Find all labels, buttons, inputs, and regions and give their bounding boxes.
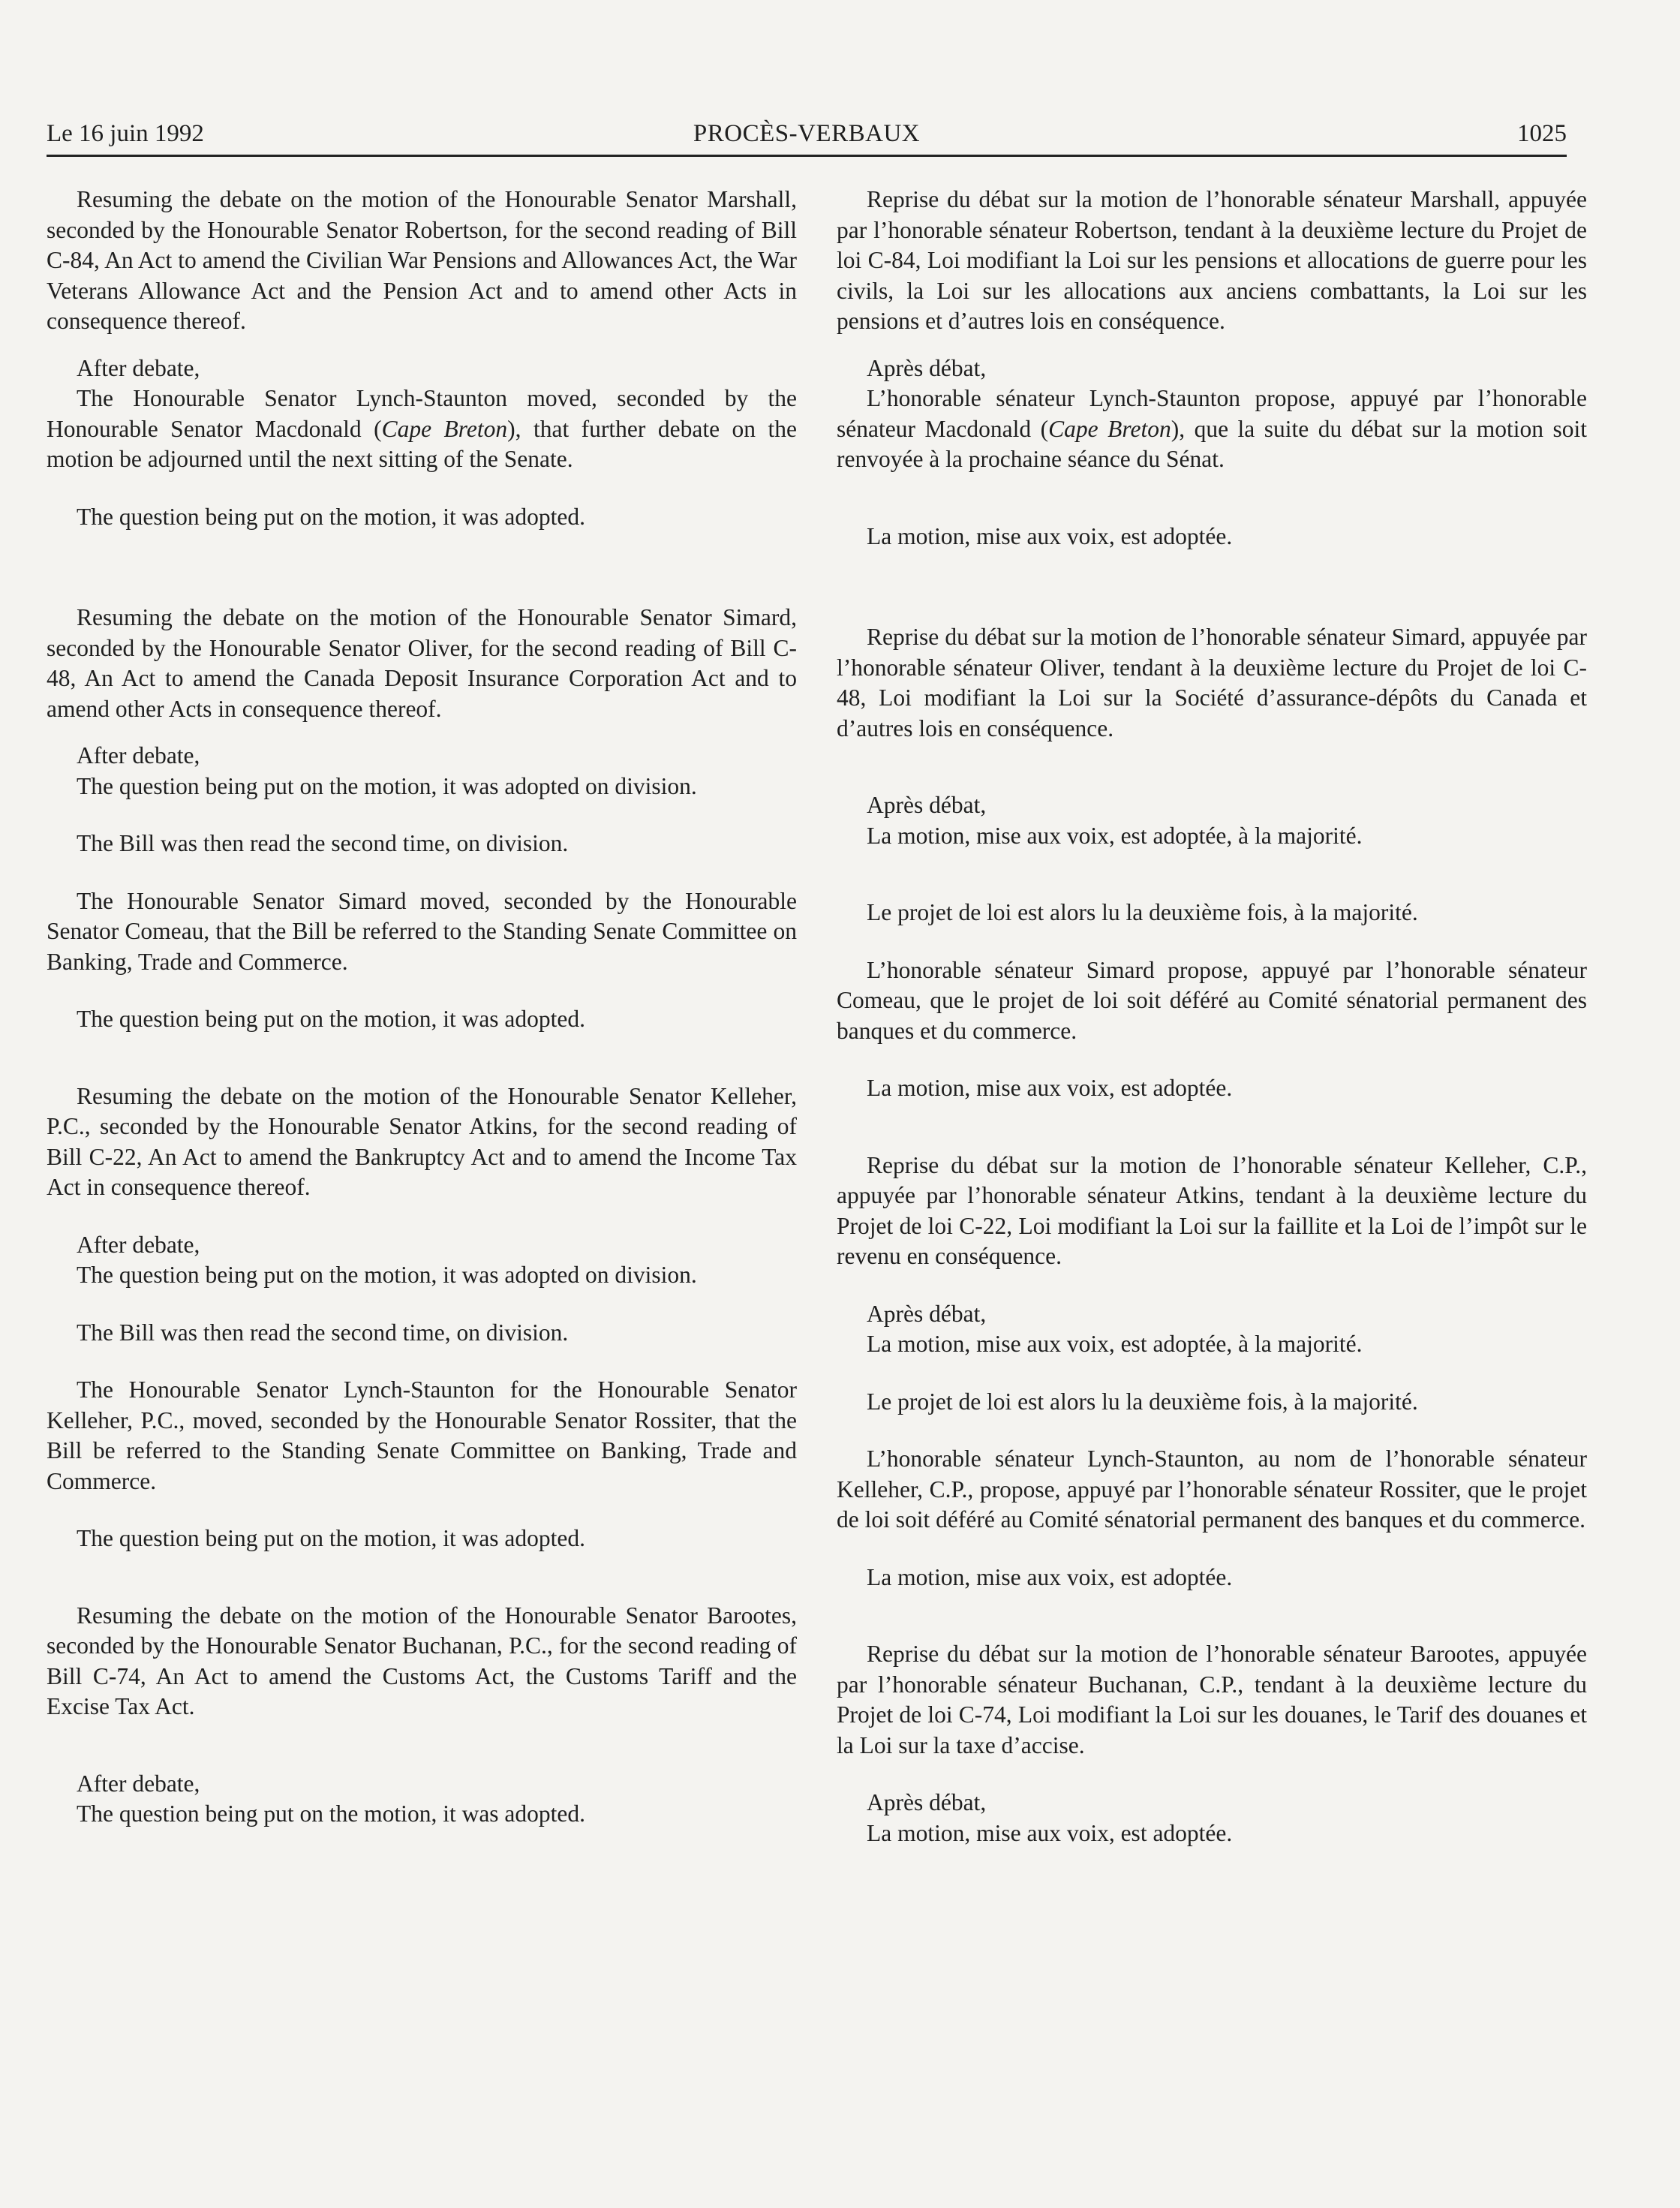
fr-deuxieme-lecture-majorite: Le projet de loi est alors lu la deuxième fois, à la majorité. — [867, 899, 1418, 925]
fr-reprise-debat-c84: Reprise du débat sur la motion de l’honorable sénateur Marshall, appuyée par l’honorable sénateur Robertson, tendant à la deuxième lecture du Projet de loi C-84, Loi modifiant la Loi sur les pensions et allocations de guerre pour les civils, la Loi sur les allocations aux anciens combattants, la Loi sur les pensions et d’autres lois en conséquence. — [837, 186, 1587, 334]
en-question-adopted: The question being put on the motion, it was adopted. — [77, 1525, 586, 1551]
en-adjourn-motion: The Honourable Senator Lynch-Staunton moved, seconded by the Honourable Senator Macdonald (Cape Breton), that further debate on the motion be adjourned until the next sitting of the Senate. — [47, 385, 797, 472]
en-question-adopted: The question being put on the motion, it was adopted. — [77, 1800, 586, 1827]
fr-motion-adoptee: La motion, mise aux voix, est adoptée. — [867, 1563, 1233, 1590]
fr-motion-adoptee: La motion, mise aux voix, est adoptée. — [867, 1075, 1233, 1101]
fr-motion-adoptee: La motion, mise aux voix, est adoptée. — [867, 522, 1233, 549]
fr-motion-adoptee-majorite: La motion, mise aux voix, est adoptée, à la majorité. — [867, 1331, 1363, 1357]
en-question-adopted: The question being put on the motion, it was adopted. — [77, 1006, 586, 1032]
french-column — [837, 185, 1587, 1849]
en-second-reading-division: The Bill was then read the second time, on division. — [77, 830, 569, 856]
en-question-adopted-division: The question being put on the motion, it was adopted on division. — [77, 1262, 697, 1288]
page-header — [47, 119, 1567, 157]
en-after-debate: After debate, — [77, 1231, 200, 1258]
en-question-adopted-division: The question being put on the motion, it was adopted on division. — [77, 772, 697, 799]
en-resuming-debate-c48: Resuming the debate on the motion of the Honourable Senator Simard, seconded by the Honourable Senator Oliver, for the second reading of Bill C-48, An Act to amend the Canada Deposit Insurance Corporation Act and to amend other Acts in consequence thereof. — [47, 604, 797, 722]
en-question-adopted: The question being put on the motion, it was adopted. — [77, 503, 586, 530]
header-title: PROCÈS-VERBAUX — [693, 120, 921, 147]
en-resuming-debate-c74: Resuming the debate on the motion of the Honourable Senator Barootes, seconded by the Honourable Senator Buchanan, P.C., for the second reading of Bill C-74, An Act to amend the Customs Act, the Customs Tariff and the Excise Tax Act. — [47, 1602, 797, 1719]
en-committee-referral: The Honourable Senator Simard moved, seconded by the Honourable Senator Comeau, that the Bill be referred to the Standing Senate Committee on Banking, Trade and Commerce. — [47, 887, 797, 975]
header-date: Le 16 juin 1992 — [47, 120, 204, 147]
fr-reprise-debat-c48: Reprise du débat sur la motion de l’honorable sénateur Simard, appuyée par l’honorable sénateur Oliver, tendant à la deuxième lecture du Projet de loi C-48, Loi modifiant la Loi sur la Société d’assurance-dépôts du Canada et d’autres lois en conséquence. — [837, 624, 1587, 742]
english-column — [47, 185, 797, 1830]
fr-renvoi-comite: L’honorable sénateur Simard propose, appuyé par l’honorable sénateur Comeau, que le projet de loi soit déféré au Comité sénatorial permanent des banques et du commerce. — [837, 956, 1587, 1044]
fr-deuxieme-lecture-majorite: Le projet de loi est alors lu la deuxième fois, à la majorité. — [867, 1388, 1418, 1415]
fr-apres-debat: Après débat, — [867, 1300, 987, 1327]
en-after-debate: After debate, — [77, 1770, 200, 1797]
fr-motion-adoptee: La motion, mise aux voix, est adoptée. — [867, 1819, 1233, 1846]
fr-renvoi-comite: L’honorable sénateur Lynch-Staunton, au nom de l’honorable sénateur Kelleher, C.P., propose, appuyé par l’honorable sénateur Rossiter, que le projet de loi soit déféré au Comité sénatorial permanent des banques et du commerce. — [837, 1445, 1587, 1533]
en-resuming-debate-c22: Resuming the debate on the motion of the Honourable Senator Kelleher, P.C., seconded by the Honourable Senator Atkins, for the second reading of Bill C-22, An Act to amend the Bankruptcy Act and to amend the Income Tax Act in consequence thereof. — [47, 1082, 797, 1200]
fr-motion-adoptee-majorite: La motion, mise aux voix, est adoptée, à la majorité. — [867, 822, 1363, 849]
en-after-debate: After debate, — [77, 742, 200, 769]
fr-reprise-debat-c22: Reprise du débat sur la motion de l’honorable sénateur Kelleher, C.P., appuyée par l’honorable sénateur Atkins, tendant à la deuxième lecture du Projet de loi C-22, Loi modifiant la Loi sur la faillite et la Loi de l’impôt sur le revenu en conséquence. — [837, 1151, 1587, 1269]
fr-apres-debat: Après débat, — [867, 354, 987, 381]
en-second-reading-division: The Bill was then read the second time, on division. — [77, 1319, 569, 1346]
fr-reprise-debat-c74: Reprise du débat sur la motion de l’honorable sénateur Barootes, appuyée par l’honorable sénateur Buchanan, C.P., tendant à la deuxième lecture du Projet de loi C-74, Loi modifiant la Loi sur les douanes, le Tarif des douanes et la Loi sur la taxe d’accise. — [837, 1641, 1587, 1758]
fr-motion-ajournement: L’honorable sénateur Lynch-Staunton propose, appuyé par l’honorable sénateur Macdonald (Cape Breton), que la suite du débat sur la motion soit renvoyée à la prochaine séance du Sénat. — [837, 385, 1587, 472]
en-resuming-debate-c84: Resuming the debate on the motion of the Honourable Senator Marshall, seconded by the Honourable Senator Robertson, for the second reading of Bill C-84, An Act to amend the Civilian War Pensions and Allowances Act, the War Veterans Allowance Act and the Pension Act and to amend other Acts in consequence thereof. — [47, 186, 797, 334]
en-committee-referral: The Honourable Senator Lynch-Staunton for the Honourable Senator Kelleher, P.C., moved, seconded by the Honourable Senator Rossiter, that the Bill be referred to the Standing Senate Committee on Banking, Trade and Commerce. — [47, 1376, 797, 1494]
page-number: 1025 — [1517, 120, 1567, 147]
en-after-debate: After debate, — [77, 354, 200, 381]
fr-apres-debat: Après débat, — [867, 792, 987, 818]
fr-apres-debat: Après débat, — [867, 1789, 987, 1815]
